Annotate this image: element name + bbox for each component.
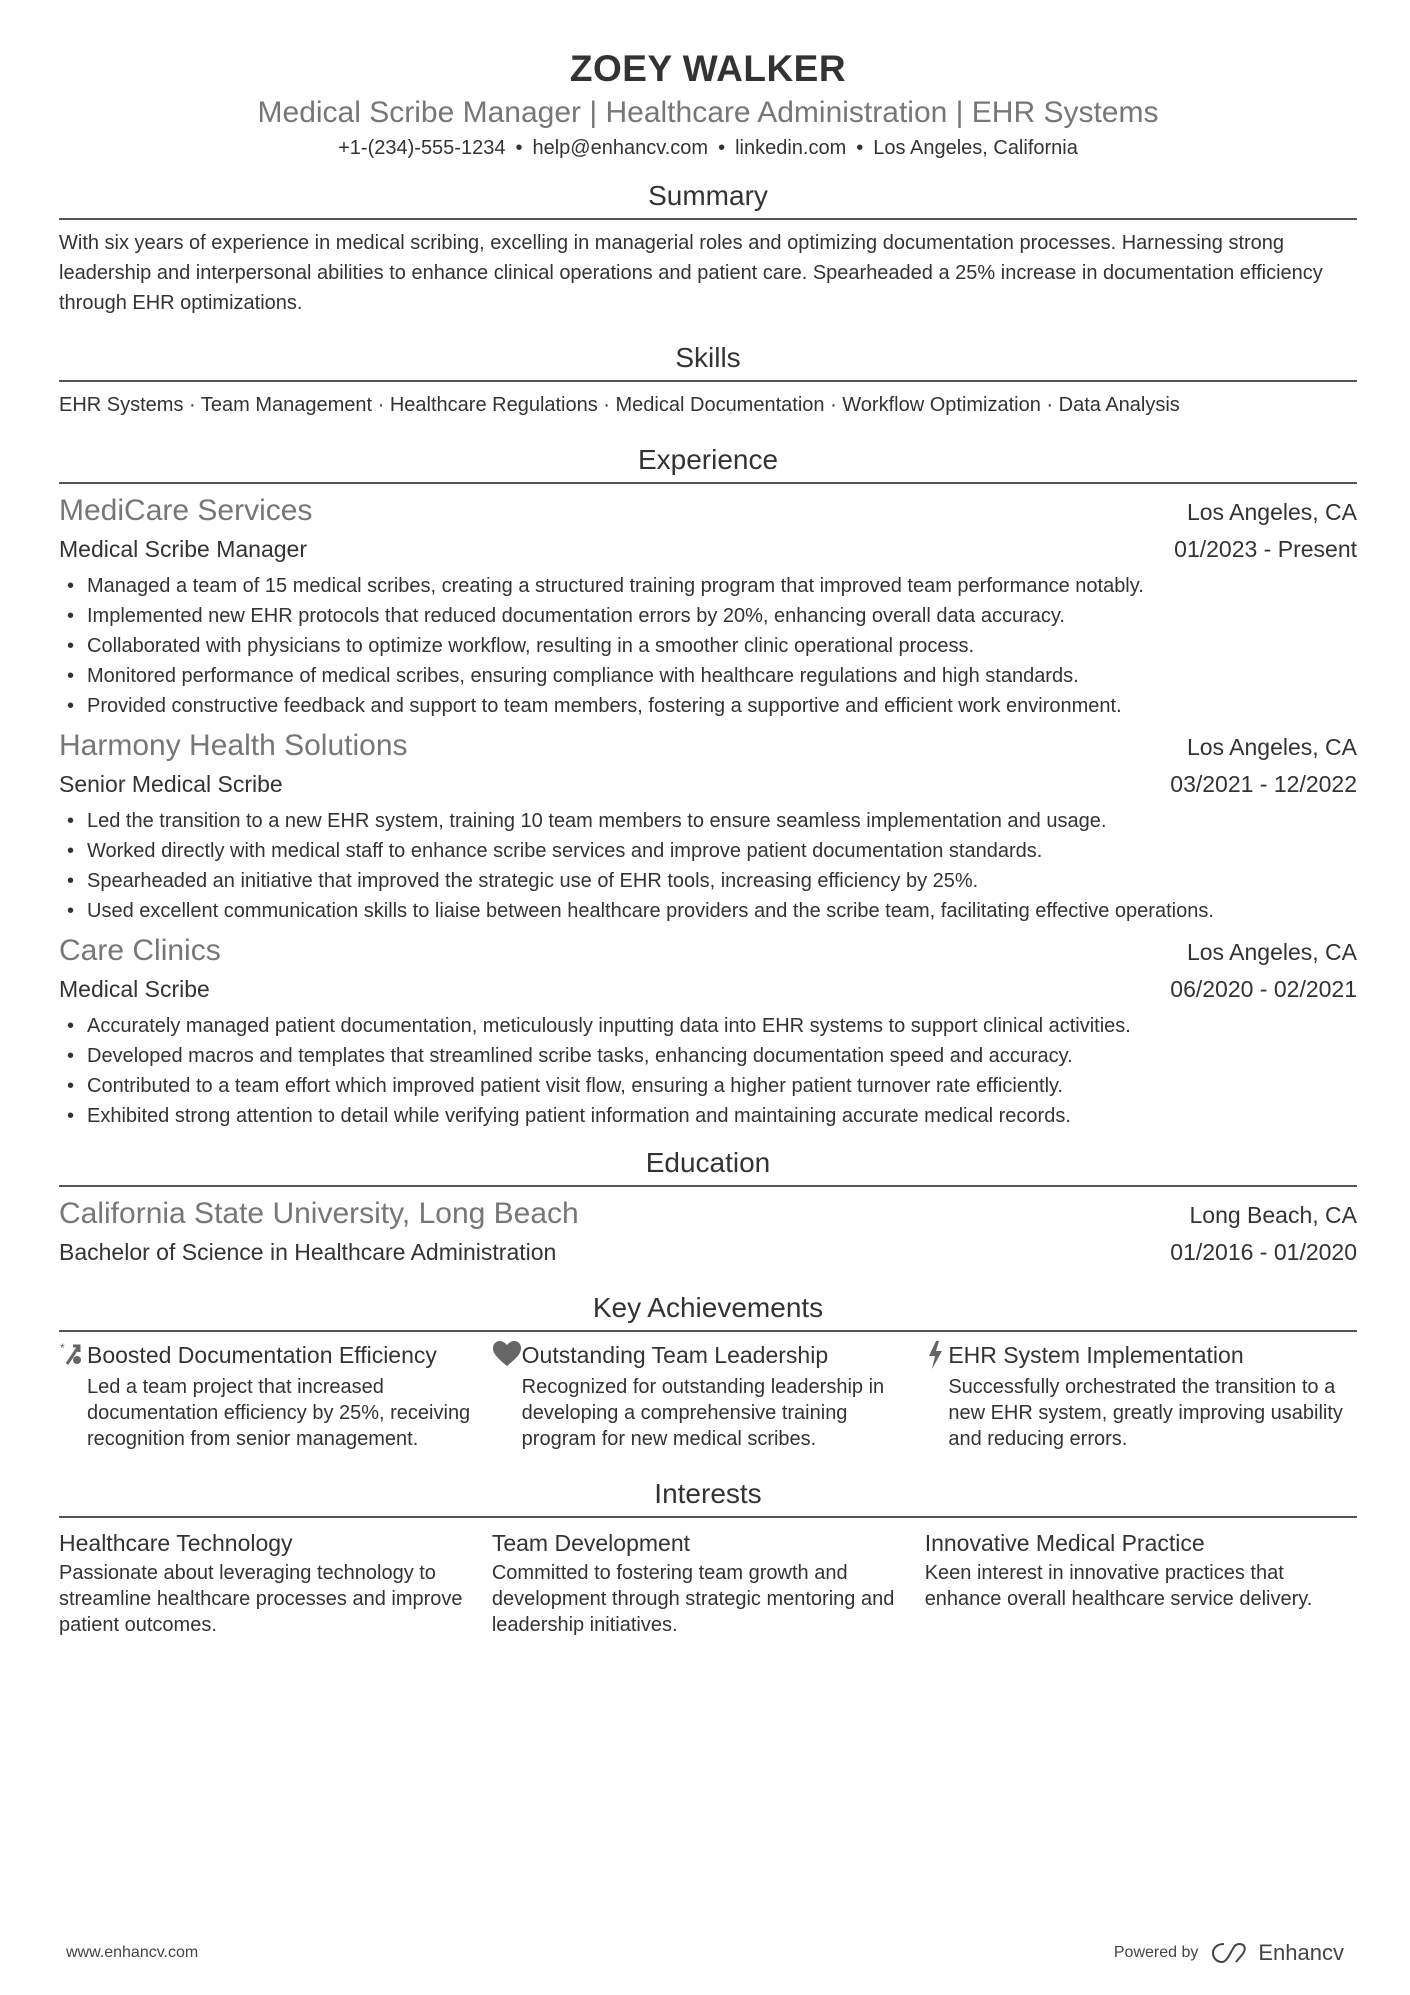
job-subheader [59,766,1357,802]
email-link[interactable]: help@enhancv.com [532,137,709,159]
interests-list [59,1526,1357,1638]
separator: • [515,137,523,159]
enhancv-brand: Enhancv [1258,1940,1344,1965]
website-link[interactable]: www.enhancv.com [66,1944,199,1961]
job-title: Senior Medical Scribe [59,771,283,797]
location: Los Angeles, California [873,137,1078,159]
divider [59,482,1357,484]
job-bullet: • Managed a team of 15 medical scribes, creating a structured training program that improved team performance notably. [59,571,1357,601]
job-title: Medical Scribe [59,976,210,1002]
summary-text: With six years of experience in medical scribing, excelling in managerial roles and optimizing documentation processes. Harnessing strong leadership and interpersonal abilities to enhance clinical operations and patient care. Spearheaded a 25% increase in documentation efficiency through EHR optimizations. [59,232,1323,314]
job-bullet: • Provided constructive feedback and support to team members, fostering a supportive and efficient work environment. [59,691,1357,721]
job-header [59,727,1357,766]
interest-item [492,1526,925,1638]
achievement-desc: Successfully orchestrated the transition to a new EHR system, greatly improving usability and reducing errors. [948,1376,1343,1450]
job-bullet: • Contributed to a team effort which improved patient visit flow, ensuring a higher patient turnover rate efficiently. [59,1071,1357,1101]
job-bullet: • Monitored performance of medical scribes, ensuring compliance with healthcare regulations and high standards. [59,661,1357,691]
job-dates: 01/2023 - Present [1174,536,1357,562]
job-location: Los Angeles, CA [1186,499,1357,525]
linkedin-link[interactable]: linkedin.com [735,137,847,159]
education-heading: Education [645,1147,771,1178]
experience-heading: Experience [637,444,779,475]
job-subheader [59,971,1357,1007]
education-entry [59,1195,1357,1234]
skills-heading: Skills [675,342,741,373]
achievement-item [59,1340,492,1452]
divider [59,380,1357,382]
separator: • [856,137,864,159]
interest-title: Innovative Medical Practice [924,1530,1205,1556]
degree-row [59,1234,1357,1270]
interest-title: Team Development [491,1530,690,1556]
job-bullet: • Accurately managed patient documentation, meticulously inputting data into EHR systems to support clinical activities. [59,1011,1357,1041]
phone: +1-(234)-555-1234 [338,137,506,159]
achievement-title: Outstanding Team Leadership [521,1342,829,1368]
interest-title: Healthcare Technology [59,1530,293,1556]
job-dates: 03/2021 - 12/2022 [1170,771,1357,797]
job-bullet: • Implemented new EHR protocols that reduced documentation errors by 20%, enhancing overall data accuracy. [59,601,1357,631]
divider [59,1330,1357,1332]
separator: • [718,137,726,159]
company-name: Harmony Health Solutions [59,729,408,762]
contact-line [59,134,1357,162]
lightning-icon [924,1340,948,1452]
job-bullets [59,1011,1357,1131]
powered-by [1114,1940,1344,1966]
powered-by-label: Powered by [1113,1944,1199,1961]
achievements-list [59,1340,1357,1452]
achievement-title: Boosted Documentation Efficiency [87,1342,437,1368]
divider [59,218,1357,220]
job-bullet: • Led the transition to a new EHR system, training 10 team members to ensure seamless implementation and usage. [59,806,1357,836]
school-location: Long Beach, CA [1189,1202,1357,1228]
achievements-heading: Key Achievements [592,1292,824,1323]
footer [66,1940,1344,1966]
interests-heading: Interests [654,1478,762,1509]
divider [59,1516,1357,1518]
job-location: Los Angeles, CA [1186,939,1357,965]
divider [59,1185,1357,1187]
company-name: MediCare Services [59,494,313,527]
job-bullet: • Used excellent communication skills to liaise between healthcare providers and the scribe team, facilitating effective operations. [59,896,1357,926]
job-bullet: • Developed macros and templates that streamlined scribe tasks, enhancing documentation speed and accuracy. [59,1041,1357,1071]
skills-list: EHR Systems · Team Management · Healthcare Regulations · Medical Documentation · Workflow Optimization · Data Analysis [59,394,1180,416]
school-name: California State University, Long Beach [59,1197,579,1230]
job-dates: 06/2020 - 02/2021 [1170,976,1357,1002]
achievement-title: EHR System Implementation [948,1342,1244,1368]
achievement-desc: Led a team project that increased documentation efficiency by 25%, receiving recognition from senior management. [87,1376,471,1450]
enhancv-logo-icon [1210,1941,1250,1965]
education-dates: 01/2016 - 01/2020 [1170,1239,1357,1265]
degree: Bachelor of Science in Healthcare Administration [59,1239,557,1265]
job-header [59,932,1357,971]
job-entry [59,932,1357,1131]
job-bullets [59,806,1357,926]
achievement-desc: Recognized for outstanding leadership in developing a comprehensive training program for new medical scribes. [521,1376,885,1450]
experience-list [59,492,1357,1131]
job-subheader [59,531,1357,567]
candidate-name: ZOEY WALKER [569,48,847,89]
enhancv-logo[interactable] [1210,1940,1344,1966]
company-name: Care Clinics [59,934,221,967]
interest-item [925,1526,1357,1638]
interest-desc: Keen interest in innovative practices that enhance overall healthcare service delivery. [924,1562,1313,1610]
summary-heading: Summary [648,180,768,211]
job-bullet: • Worked directly with medical staff to enhance scribe services and improve patient documentation standards. [59,836,1357,866]
heart-icon [492,1340,522,1452]
job-entry [59,727,1357,926]
job-bullets [59,571,1357,721]
rocket-icon [59,1340,87,1452]
job-title: Medical Scribe Manager [59,536,308,562]
job-entry [59,492,1357,721]
job-location: Los Angeles, CA [1186,734,1357,760]
job-bullet: • Collaborated with physicians to optimize workflow, resulting in a smoother clinic operational process. [59,631,1357,661]
achievement-item [924,1340,1357,1452]
achievement-item [492,1340,925,1452]
job-bullet: • Exhibited strong attention to detail while verifying patient information and maintaining accurate medical records. [59,1101,1357,1131]
svg-text:*: * [60,1341,65,1355]
interest-desc: Passionate about leveraging technology to streamline healthcare processes and improve patient outcomes. [59,1562,463,1636]
interest-desc: Committed to fostering team growth and development through strategic mentoring and leadership initiatives. [491,1562,895,1636]
interest-item [59,1526,492,1638]
job-header [59,492,1357,531]
candidate-subtitle: Medical Scribe Manager | Healthcare Administration | EHR Systems [257,96,1159,129]
job-bullet: • Spearheaded an initiative that improved the strategic use of EHR tools, increasing efficiency by 25%. [59,866,1357,896]
